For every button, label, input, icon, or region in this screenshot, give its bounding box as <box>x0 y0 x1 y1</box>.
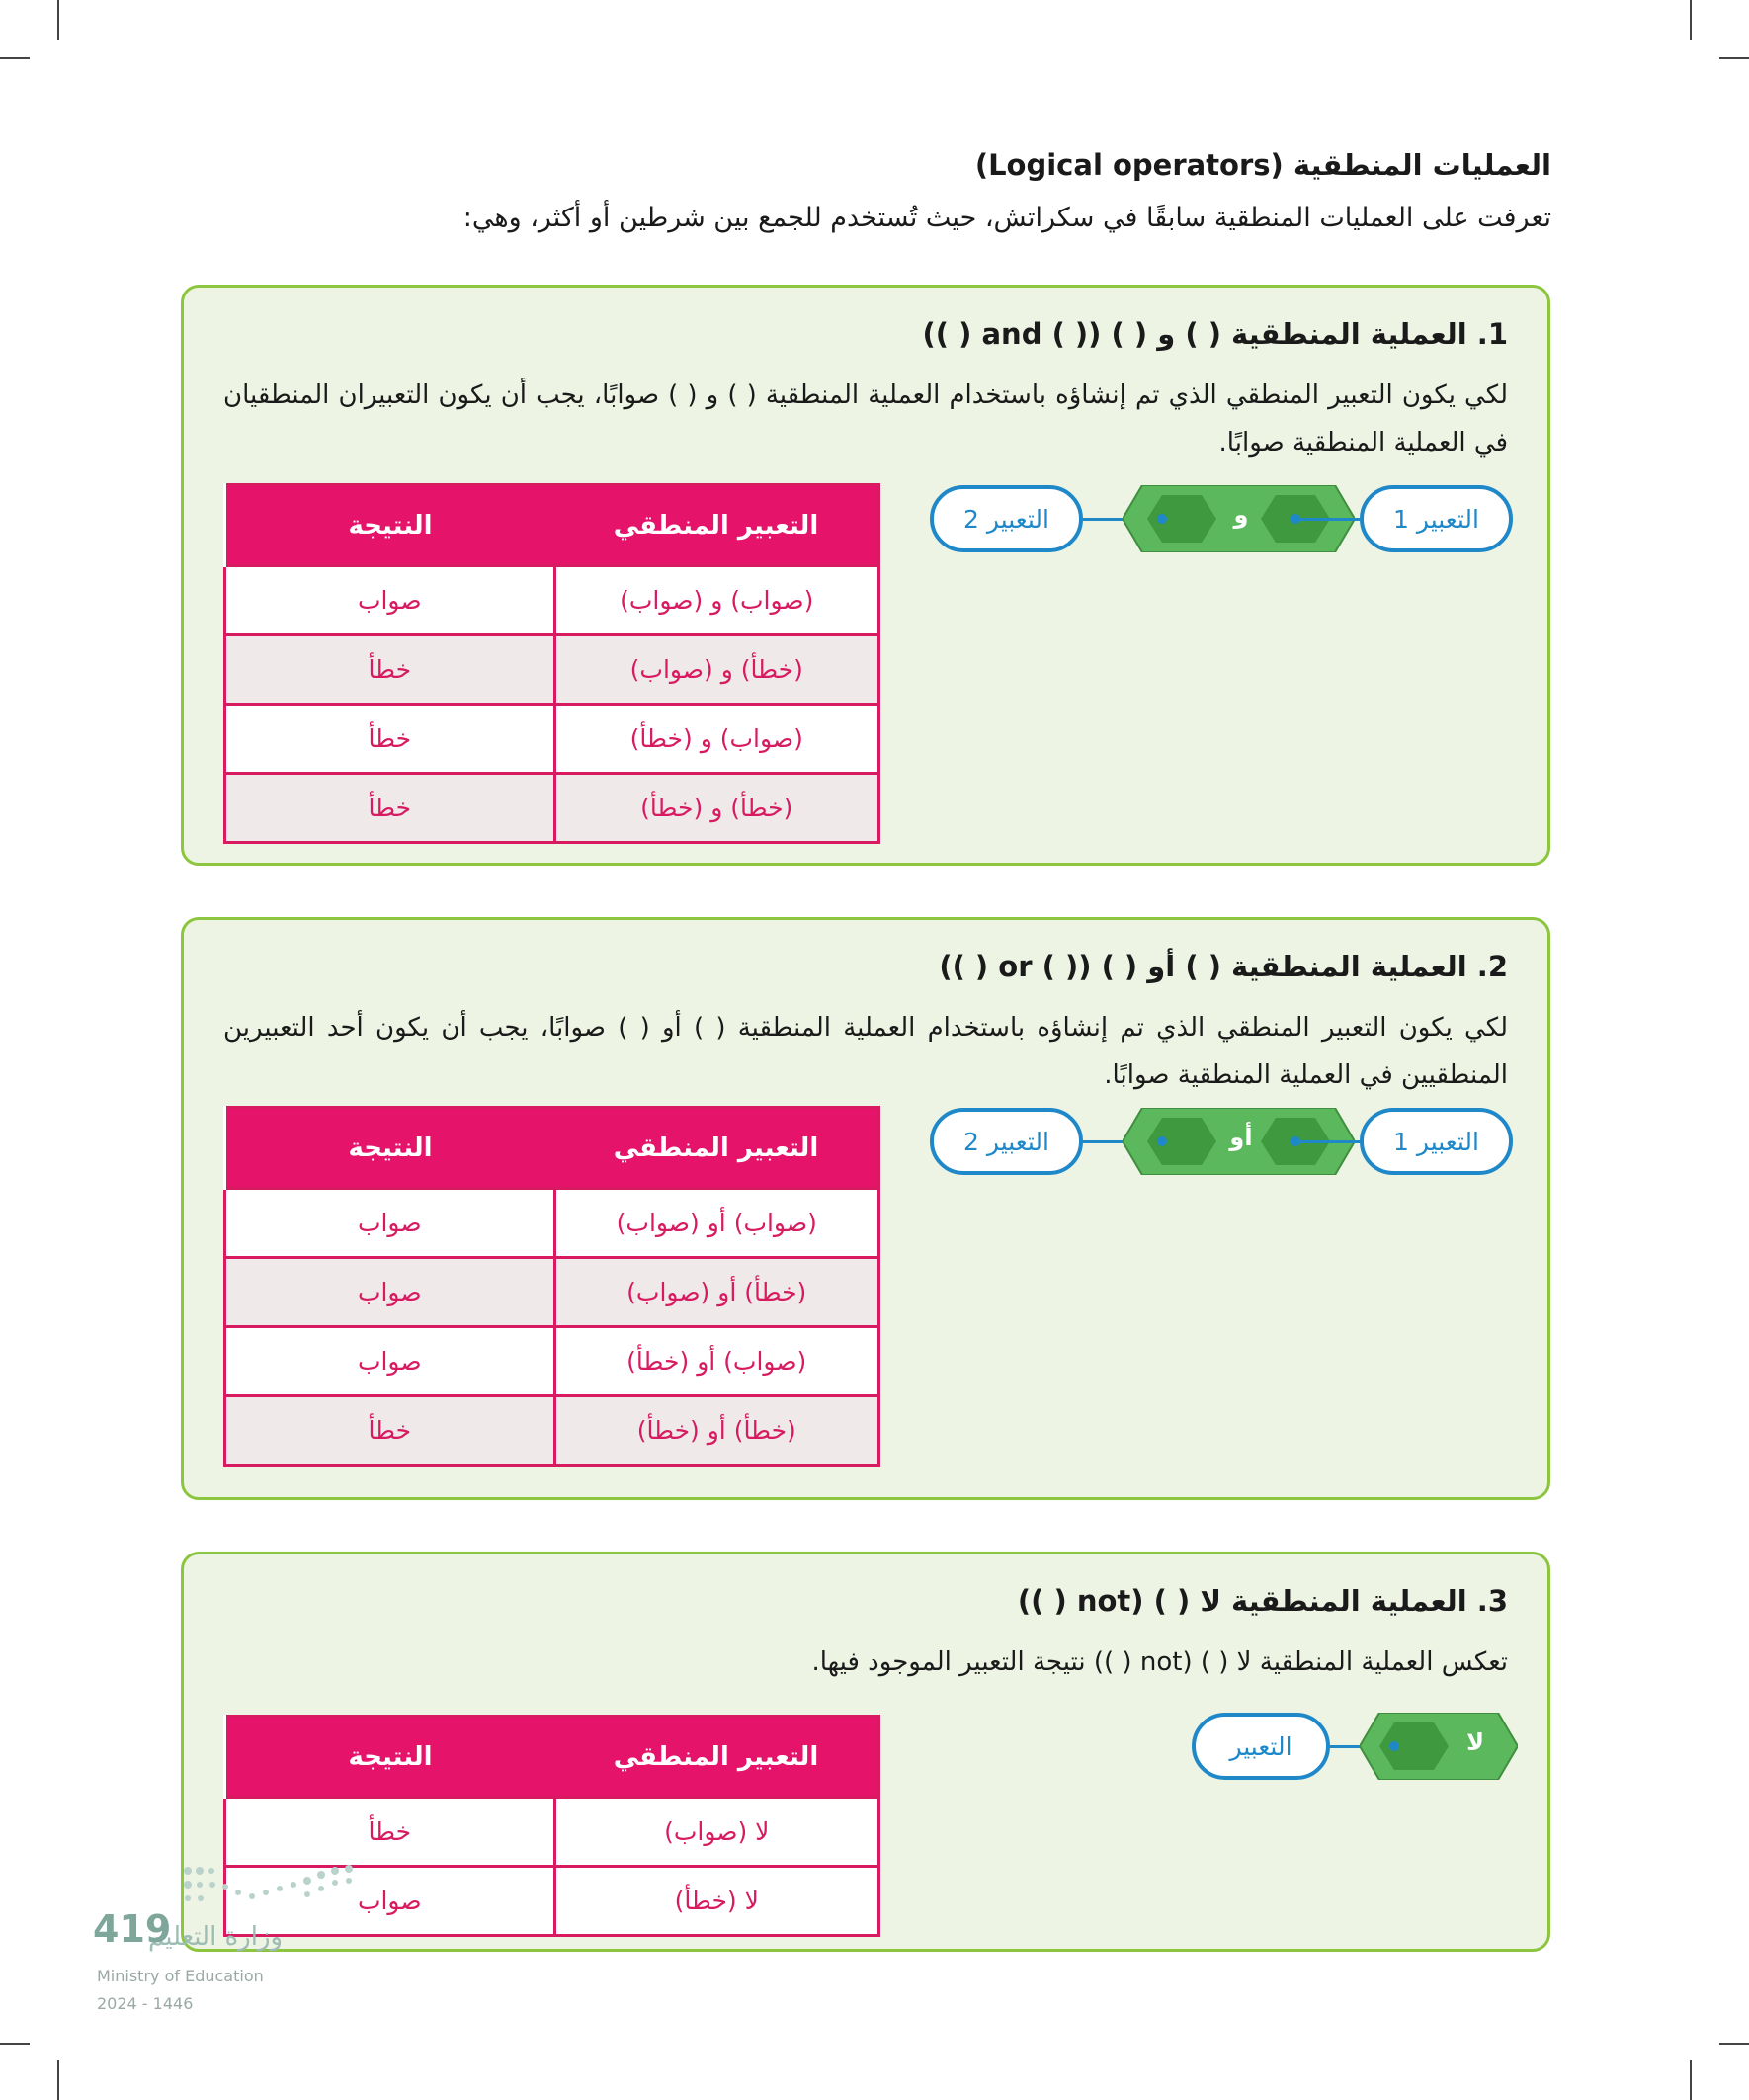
expression-cell: لا (صواب) <box>554 1798 879 1867</box>
expression-cell: (صواب) أو (صواب) <box>554 1189 879 1258</box>
section-description: لكي يكون التعبير المنطقي الذي تم إنشاؤه باستخدام العملية المنطقية ( ) و ( ) صوابًا، يجب أن يكون التعبيران المنطقيان في العملية المنطقية صوابًا. <box>223 380 1508 458</box>
section-title: 2. العملية المنطقية ( ) أو ( ) (( ) or ( )) <box>939 950 1508 983</box>
result-cell: صواب <box>225 566 555 635</box>
expression1-slot <box>1360 1108 1513 1175</box>
slot-label: التعبير <box>1229 1731 1292 1761</box>
expression-cell: (خطأ) و (خطأ) <box>554 774 879 843</box>
result-cell: خطأ <box>225 1798 555 1867</box>
connector-dot <box>1157 514 1167 524</box>
result-header: النتيجة <box>225 485 555 566</box>
table-row <box>225 1258 879 1327</box>
ministry-logo-icon <box>183 1863 361 1917</box>
operator-label: و <box>1233 501 1249 529</box>
crop-mark <box>0 2043 30 2045</box>
result-cell: صواب <box>225 1189 555 1258</box>
expression-cell: (خطأ) و (صواب) <box>554 635 879 705</box>
result-cell: خطأ <box>225 635 555 705</box>
table-row <box>225 566 879 635</box>
operator-label: أو <box>1229 1124 1253 1151</box>
result-cell: صواب <box>225 1327 555 1396</box>
connector-dot <box>1157 1136 1167 1146</box>
page-number: 419 <box>93 1907 172 1951</box>
crop-mark <box>57 2060 59 2100</box>
result-header: النتيجة <box>225 1717 555 1798</box>
table-row <box>225 1798 879 1867</box>
crop-mark <box>1690 2060 1692 2100</box>
result-header: النتيجة <box>225 1108 555 1189</box>
and-panel <box>181 285 1550 866</box>
result-cell: صواب <box>225 1867 555 1936</box>
result-cell: صواب <box>225 1258 555 1327</box>
expression1-slot <box>1360 485 1513 552</box>
connector-line <box>1297 518 1360 521</box>
section-title: 3. العملية المنطقية لا ( ) (not ( )) <box>1017 1584 1508 1618</box>
or-panel <box>181 917 1550 1500</box>
or-truth-table <box>223 1106 880 1467</box>
crop-mark <box>57 0 59 40</box>
crop-mark <box>1690 0 1692 40</box>
slot-label: التعبير 2 <box>963 504 1049 534</box>
table-row <box>225 635 879 705</box>
slot-label: التعبير 2 <box>963 1127 1049 1156</box>
table-row <box>225 1327 879 1396</box>
table-row <box>225 1189 879 1258</box>
ministry-name-en: Ministry of Education <box>97 1967 264 1985</box>
slot-label: التعبير 1 <box>1393 1127 1479 1156</box>
page-title: العمليات المنطقية (Logical operators) <box>974 148 1551 182</box>
result-cell: خطأ <box>225 774 555 843</box>
connector-dot <box>1389 1741 1399 1751</box>
slot-label: التعبير 1 <box>1393 504 1479 534</box>
expression-slot <box>1192 1713 1330 1780</box>
not-block-diagram <box>1192 1713 1518 1782</box>
expression-header: التعبير المنطقي <box>554 485 879 566</box>
section-description: لكي يكون التعبير المنطقي الذي تم إنشاؤه باستخدام العملية المنطقية ( ) أو ( ) صوابًا، يجب أن يكون أحد التعبيرين المنطقيين في العملية المنطقية صوابًا. <box>223 1013 1508 1090</box>
section-title: 1. العملية المنطقية ( ) و ( ) (( ) and ( )) <box>922 317 1508 351</box>
section-description: تعكس العملية المنطقية لا ( ) (not ( )) نتيجة التعبير الموجود فيها. <box>811 1647 1508 1677</box>
not-panel <box>181 1552 1550 1952</box>
and-truth-table <box>223 483 880 844</box>
or-block-diagram <box>930 1108 1513 1177</box>
crop-mark <box>1719 2043 1749 2045</box>
connector-line <box>1297 1140 1360 1143</box>
expression2-slot <box>930 485 1083 552</box>
expression-cell: (صواب) أو (خطأ) <box>554 1327 879 1396</box>
table-row <box>225 1396 879 1466</box>
operator-label: لا <box>1466 1728 1484 1756</box>
result-cell: خطأ <box>225 1396 555 1466</box>
expression-cell: (خطأ) أو (خطأ) <box>554 1396 879 1466</box>
expression-header: التعبير المنطقي <box>554 1108 879 1189</box>
expression-cell: (صواب) و (صواب) <box>554 566 879 635</box>
and-block-diagram <box>930 485 1513 554</box>
ministry-name-ar: وزارة التعليم <box>148 1922 284 1952</box>
not-operator-block <box>1360 1713 1518 1780</box>
crop-mark <box>1719 57 1749 59</box>
expression-cell: لا (خطأ) <box>554 1867 879 1936</box>
table-row <box>225 774 879 843</box>
expression2-slot <box>930 1108 1083 1175</box>
expression-header: التعبير المنطقي <box>554 1717 879 1798</box>
expression-cell: (خطأ) أو (صواب) <box>554 1258 879 1327</box>
result-cell: خطأ <box>225 705 555 774</box>
table-row <box>225 705 879 774</box>
intro-text: تعرفت على العمليات المنطقية سابقًا في سكراتش، حيث تُستخدم للجمع بين شرطين أو أكثر، وهي: <box>462 203 1551 233</box>
edition-year: 2024 - 1446 <box>97 1994 194 2013</box>
crop-mark <box>0 57 30 59</box>
expression-cell: (صواب) و (خطأ) <box>554 705 879 774</box>
